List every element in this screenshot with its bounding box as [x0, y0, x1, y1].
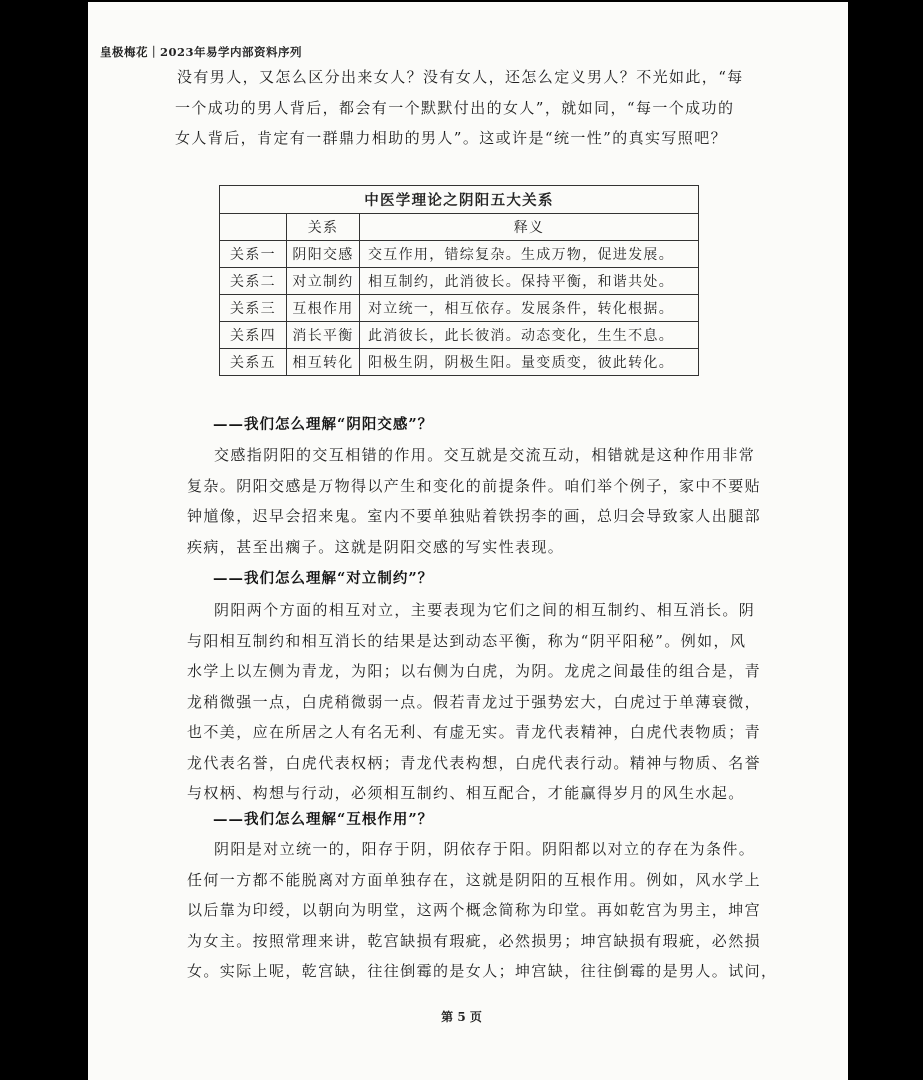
header-cell [220, 214, 287, 241]
text-line: 女。实际上呢，乾宫缺，往往倒霉的是女人；坤宫缺，往往倒霉的是男人。试问， [187, 962, 778, 980]
relation-name: 阴阳交感 [287, 241, 360, 268]
table-header-row [220, 214, 699, 241]
text-line: 龙代表名誉，白虎代表权柄；青龙代表构想，白虎代表行动。精神与物质、名誉 [187, 753, 762, 772]
relation-name: 互根作用 [287, 295, 360, 322]
section-paragraph [187, 834, 777, 987]
text-line: 钟馗像，迟早会招来鬼。室内不要单独贴着铁拐李的画，总归会导致家人出腿部 [187, 507, 762, 525]
text-line: 没有男人，又怎么区分出来女人？没有女人，还怎么定义男人？不光如此，“每 [177, 68, 744, 86]
running-header: 皇极梅花｜2023年易学内部资料序列 [100, 45, 303, 59]
section-heading: ——我们怎么理解“互根作用”？ [213, 811, 434, 828]
text-line: 与权柄、构想与行动，必须相互制约、相互配合，才能赢得岁月的风生水起。 [187, 784, 745, 802]
relation-name: 消长平衡 [287, 322, 360, 349]
intro-paragraph [175, 62, 744, 154]
section-heading: ——我们怎么理解“对立制约”？ [213, 570, 434, 587]
table-row [220, 241, 699, 268]
text-line: 女人背后，肯定有一群鼎力相助的男人”。这或许是“统一性”的真实写照吧？ [175, 129, 728, 147]
text-line: 交感指阴阳的交互相错的作用。交互就是交流互动，相错就是这种作用非常 [214, 446, 756, 464]
text-line: 阴阳是对立统一的，阳存于阴，阴依存于阳。阴阳都以对立的存在为条件。 [214, 840, 756, 858]
relation-meaning: 对立统一，相互依存。发展条件，转化根据。 [360, 295, 699, 322]
text-line: 阴阳两个方面的相互对立，主要表现为它们之间的相互制约、相互消长。阴 [214, 601, 756, 619]
relation-meaning: 阳极生阴，阴极生阳。量变质变，彼此转化。 [360, 349, 699, 376]
relation-number: 关系二 [220, 268, 287, 295]
text-line: 任何一方都不能脱离对方面单独存在，这就是阴阳的互根作用。例如，风水学上 [187, 870, 762, 889]
table-caption: 中医学理论之阴阳五大关系 [220, 186, 699, 214]
section-paragraph [187, 595, 761, 809]
relation-number: 关系一 [220, 241, 287, 268]
section-heading: ——我们怎么理解“阴阳交感”？ [213, 416, 434, 433]
text-line: 为女主。按照常理来讲，乾宫缺损有瑕疵，必然损男；坤宫缺损有瑕疵，必然损 [187, 931, 762, 950]
table-row [220, 322, 699, 349]
relation-number: 关系五 [220, 349, 287, 376]
table-row [220, 295, 699, 322]
text-line: 疾病，甚至出瘸子。这就是阴阳交感的写实性表现。 [187, 537, 565, 556]
relation-meaning: 相互制约，此消彼长。保持平衡，和谐共处。 [360, 268, 699, 295]
relation-meaning: 此消彼长，此长彼消。动态变化，生生不息。 [360, 322, 699, 349]
relation-name: 相互转化 [287, 349, 360, 376]
relation-name: 对立制约 [287, 268, 360, 295]
yin-yang-relations-table [219, 185, 699, 376]
page-number: 第 5 页 [441, 1010, 482, 1024]
section-paragraph [187, 440, 761, 562]
text-line: 龙稍微强一点，白虎稍微弱一点。假若青龙过于强势宏大，白虎过于单薄衰微， [187, 692, 762, 711]
relation-number: 关系三 [220, 295, 287, 322]
header-cell: 关系 [287, 214, 360, 241]
text-line: 也不美，应在所居之人有名无利、有虚无实。青龙代表精神，白虎代表物质；青 [187, 723, 762, 741]
text-line: 与阳相互制约和相互消长的结果是达到动态平衡，称为“阴平阳秘”。例如，风 [187, 631, 747, 650]
text-line: 水学上以左侧为青龙，为阳；以右侧为白虎，为阴。龙虎之间最佳的组合是，青 [187, 662, 762, 680]
header-cell: 释义 [360, 214, 699, 241]
text-line: 以后靠为印绶，以朝向为明堂，这两个概念简称为印堂。再如乾宫为男主，坤宫 [187, 901, 762, 919]
text-line: 一个成功的男人背后，都会有一个默默付出的女人”，就如同，“每一个成功的 [175, 98, 735, 117]
relation-meaning: 交互作用，错综复杂。生成万物，促进发展。 [360, 241, 699, 268]
relation-number: 关系四 [220, 322, 287, 349]
table-row [220, 268, 699, 295]
text-line: 复杂。阴阳交感是万物得以产生和变化的前提条件。咱们举个例子，家中不要贴 [187, 476, 762, 495]
table-row [220, 349, 699, 376]
